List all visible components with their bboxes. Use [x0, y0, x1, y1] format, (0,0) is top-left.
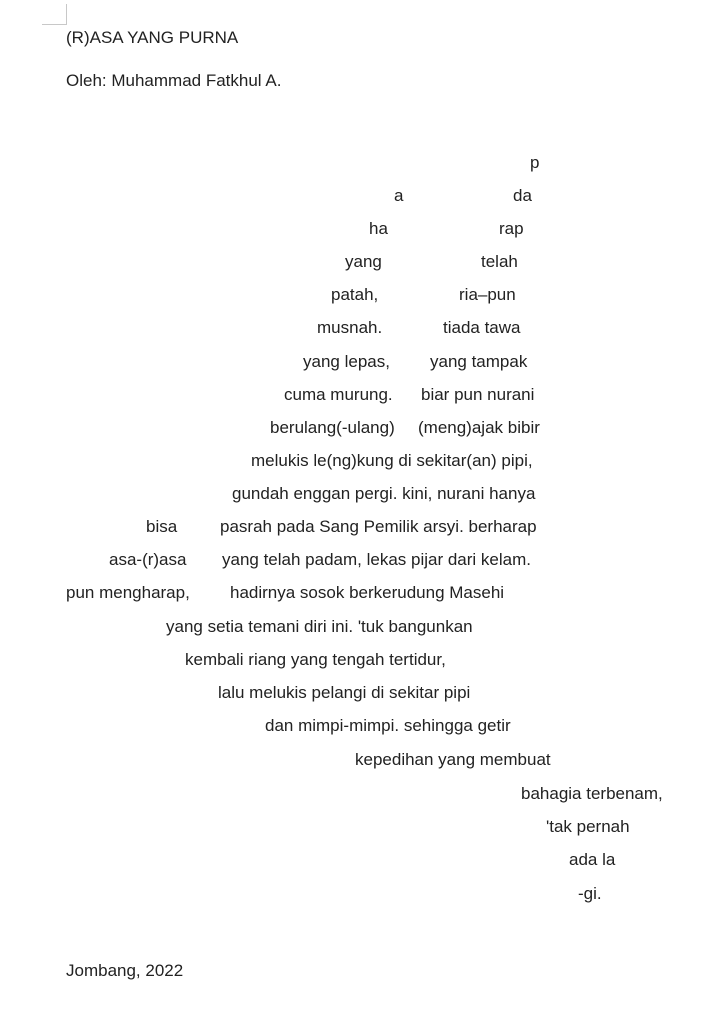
- poem-line: pun mengharap,: [66, 583, 190, 602]
- poem-line: yang tampak: [430, 352, 528, 371]
- poem-line: yang: [345, 252, 382, 271]
- poem-line: patah,: [331, 285, 379, 304]
- poem-line: bisa: [146, 517, 178, 536]
- poem-line: berulang(-ulang): [270, 418, 395, 437]
- poem-line: yang setia temani diri ini. 'tuk bangunkan: [166, 617, 473, 636]
- place-date: Jombang, 2022: [66, 961, 184, 980]
- poem-line: dan mimpi-mimpi. sehingga getir: [265, 716, 511, 735]
- poem-line: lalu melukis pelangi di sekitar pipi: [218, 683, 471, 702]
- poem-line: biar pun nurani: [421, 385, 535, 404]
- poem-line: ria–pun: [459, 285, 516, 304]
- poem-line: hadirnya sosok berkerudung Masehi: [230, 583, 505, 602]
- page-corner-mark: [42, 4, 67, 25]
- poem-line: rap: [499, 219, 524, 238]
- poem-line: -gi.: [578, 884, 602, 903]
- poem-line: yang lepas,: [303, 352, 390, 371]
- poem-author: Oleh: Muhammad Fatkhul A.: [66, 71, 282, 90]
- poem-line: kepedihan yang membuat: [355, 750, 551, 769]
- poem-line: 'tak pernah: [546, 817, 630, 836]
- poem-line: kembali riang yang tengah tertidur,: [185, 650, 446, 669]
- poem-line: yang telah padam, lekas pijar dari kelam.: [222, 550, 531, 569]
- poem-line: ha: [369, 219, 388, 238]
- poem-line: da: [513, 186, 532, 205]
- poem-line: cuma murung.: [284, 385, 393, 404]
- poem-line: ada la: [569, 850, 616, 869]
- poem-line: p: [530, 153, 540, 172]
- poem-line: telah: [481, 252, 518, 271]
- poem-line: asa-(r)asa: [109, 550, 187, 569]
- poem-line: (meng)ajak bibir: [418, 418, 540, 437]
- poem-title: (R)ASA YANG PURNA: [66, 28, 239, 47]
- poem-line: musnah.: [317, 318, 383, 337]
- poem-line: gundah enggan pergi. kini, nurani hanya: [232, 484, 536, 503]
- poem-line: pasrah pada Sang Pemilik arsyi. berharap: [220, 517, 537, 536]
- poem-line: melukis le(ng)kung di sekitar(an) pipi,: [251, 451, 533, 470]
- poem-line: bahagia terbenam,: [521, 784, 663, 803]
- poem-line: a: [394, 186, 404, 205]
- poem-line: tiada tawa: [443, 318, 521, 337]
